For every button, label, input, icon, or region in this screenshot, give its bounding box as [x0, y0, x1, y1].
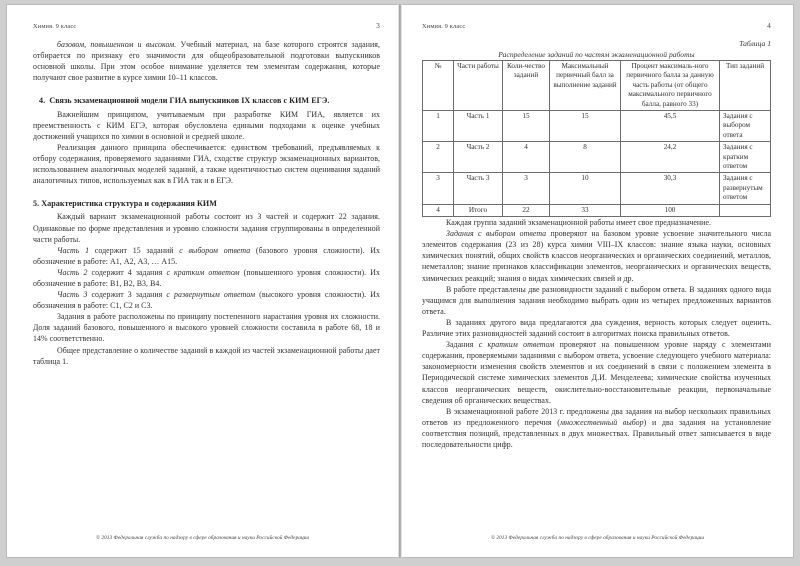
multiple-choice-term: множественный выбор [559, 417, 644, 427]
part-3-answer-type: с развернутым ответом [166, 290, 256, 300]
cell-max-score: 33 [550, 204, 621, 216]
column-header-part: Части работы [454, 61, 503, 111]
right-paragraph-4: В заданиях другого вида предлагаются два суждения, верность которых следует оценить. Различие этих разновидностей заданий состоит в алгоритмах поиска правильных ответов. [422, 317, 771, 339]
part-2-label: Часть 2 [57, 267, 88, 277]
cell-task-type: Задания с кратким ответом [720, 142, 771, 173]
part-3-label: Часть 3 [57, 290, 88, 300]
part-2-answer-type: с кратким ответом [166, 267, 240, 277]
table-row [423, 173, 771, 204]
footer-right [402, 535, 793, 541]
part-2-paragraph [33, 267, 380, 289]
cell-percent: 24,2 [621, 142, 720, 173]
section-heading-4 [39, 95, 380, 106]
cell-max-score: 10 [550, 173, 621, 204]
right-paragraph-2 [422, 228, 771, 283]
cell-number: 2 [423, 142, 454, 173]
paragraph-italic-lead: базовом, повышенном и высоком. [57, 40, 177, 49]
subject-header-right: Химия. 9 класс [422, 23, 466, 30]
short-answer-term: с кратким ответом [478, 340, 555, 350]
cell-count: 4 [503, 142, 550, 173]
right-paragraph-3: В работе представлены две разновидности заданий с выбором ответа. В заданиях одного вида учащимся для выполнения задания необходимо выбрать один из четырех предложенных вариантов ответа. [422, 284, 771, 316]
right-paragraph-6-tail: ) и два задания на установление соответствия позиций, представленных в двух множествах. Правильный ответ записывается в виде последовательности цифр. [422, 417, 771, 449]
part-3-mid: содержит 3 задания [87, 290, 167, 300]
part-3-paragraph [33, 289, 380, 311]
subject-header-left: Химия. 9 класс [33, 23, 77, 30]
section-4-paragraph-2: Реализация данного принципа обеспечивается: единством требований, предъявляемых к отбору содержания, проверяемого заданиями ГИА, сходстве структур экзаменационных вариантов, использованием аналогичных моделей заданий, а также идентичностью систем оценивания заданий аналогичных типов, используемых как в ГИА так и в ЕГЭ. [33, 142, 380, 186]
part-1-label: Часть 1 [57, 245, 90, 255]
page-right [402, 4, 794, 558]
footer-left [7, 535, 398, 541]
cell-part: Итого [454, 204, 503, 216]
right-paragraph-1: Каждая группа заданий экзаменационной работы имеет свое предназначение. [446, 218, 712, 228]
running-head-left [33, 21, 380, 30]
cell-count: 22 [503, 204, 550, 216]
section-heading-5: 5. Характеристика структура и содержания КИМ [33, 199, 217, 209]
part-1-paragraph [33, 245, 380, 267]
footer-text-left: © 2013 Федеральная служба по надзору в сфере образования и науки Российской Федерации [95, 535, 310, 541]
column-header-number: № [423, 61, 454, 111]
table-caption: Распределение заданий по частям экзаменационной работы [498, 50, 695, 59]
section-5-intro: Каждый вариант экзаменационной работы состоит из 3 частей и содержит 22 задания. Одинаковые по форме представления и уровню сложности задания сгруппированы в определенной части работы. [33, 212, 380, 244]
cell-task-type: Задания с развернутым ответом [720, 173, 771, 204]
right-paragraph-5-tail: проверяют на повышенном уровне наряду с элементами содержания, проверяемыми заданиями с выбором ответа, усвоение следующего учебного материала: закономерности изменения свойств элементов и их соединений в связи с положением элемента в Периодической системе химических элементов Д.И. Менделеева; химические свойства изученных классов неорганических веществ, окислительно-восстановительные реакции, первоначальные сведения об органических веществах. [422, 340, 771, 405]
distribution-table [422, 60, 771, 217]
part-2-tail: (повышенного уровня сложности). Их обозначение в работе: В1, В2, В3, В4. [33, 267, 380, 288]
cell-max-score: 8 [550, 142, 621, 173]
cell-number: 3 [423, 173, 454, 204]
paragraph-continuation-text: Учебный материал, на базе которого строятся задания, отбирается по признаку его значимости для общеобразовательной подготовки выпускников основной школы. При этом особое внимание уделяется тем элементам содержания, которые получают свое развитие в курсе химии 10–11 классов. [33, 40, 380, 83]
cell-max-score: 15 [550, 111, 621, 142]
table-row [423, 111, 771, 142]
column-header-count: Коли-чество заданий [503, 61, 550, 111]
paragraph-continuation [33, 39, 380, 83]
section-5-closing-1: Задания в работе расположены по принципу постепенного нарастания уровня их сложности. Доля заданий базового, повышенного и высокого уровней сложности составила в работе 68, 18 и 14% соответственно. [33, 312, 380, 344]
cell-number: 1 [423, 111, 454, 142]
running-head-right [422, 21, 771, 30]
right-paragraph-5-lead: Задания [446, 340, 479, 350]
column-header-max-score: Максимальный первичный балл за выполнение заданий [550, 61, 621, 111]
part-3-tail: (высокого уровня сложности). Их обозначения в работе: С1, С2 и С3. [33, 290, 380, 311]
table-row-total [423, 204, 771, 216]
page-number-left: 3 [376, 21, 380, 30]
column-header-percent: Процент максималь-ного первичного балла за данную часть работы (от общего максимального первичного балла, равного 33) [621, 61, 720, 111]
column-header-task-type: Тип заданий [720, 61, 771, 111]
part-1-answer-type: с выбором ответа [179, 245, 251, 255]
section-5-closing-2: Общее представление о количестве заданий в каждой из частей экзаменационной работы дает таблица 1. [33, 345, 380, 366]
cell-part: Часть 3 [454, 173, 503, 204]
cell-percent: 100 [621, 204, 720, 216]
cell-percent: 30,3 [621, 173, 720, 204]
cell-percent: 45,5 [621, 111, 720, 142]
section-4-title: Связь экзаменационной модели ГИА выпускников IX классов с КИМ ЕГЭ. [49, 96, 330, 106]
part-2-mid: содержит 4 задания [87, 267, 167, 277]
right-paragraph-2-tail: проверяют на базовом уровне усвоение значительного числа элементов содержания (23 из 28) курса химии VIII–IX классов: знание языка науки, основных химических понятий, общих свойств классов неорганических и органических соединений, металлов, неметаллов; знание признаков классификации элементов, неорганических и органических веществ, химических реакций; знания о видах химических связей и др. [422, 229, 771, 283]
cell-number: 4 [423, 204, 454, 216]
table-header-row [423, 61, 771, 111]
section-4-number: 4. [39, 96, 46, 106]
page-left [6, 4, 398, 558]
footer-text-right: © 2013 Федеральная служба по надзору в сфере образования и науки Российской Федерации [490, 535, 705, 541]
section-4-paragraph-1: Важнейшим принципом, учитываемым при разработке КИМ ГИА, является их преемственность с КИМ ЕГЭ, которая обусловлена едиными подходами к оценке учебных достижений учащихся по химии в основной и средней школе. [33, 109, 380, 141]
right-paragraph-6 [422, 406, 771, 450]
part-1-tail: (базового уровня сложности). Их обозначение в работе: А1, А2, А3, … А15. [33, 245, 380, 266]
cell-part: Часть 2 [454, 142, 503, 173]
cell-part: Часть 1 [454, 111, 503, 142]
table-label: Таблица 1 [739, 39, 771, 48]
page-number-right: 4 [767, 21, 771, 30]
cell-task-type [720, 204, 771, 216]
part-1-mid: содержит 15 заданий [89, 245, 180, 255]
right-paragraph-6-lead: В экзаменационной работе 2013 г. предложены два задания на выбор нескольких правильных ответов из предложенного перечня ( [422, 406, 771, 427]
right-paragraph-5 [422, 339, 771, 406]
answer-choice-term: Задания с выбором ответа [446, 229, 547, 239]
cell-task-type: Задания с выбором ответа [720, 111, 771, 142]
table-row [423, 142, 771, 173]
cell-count: 3 [503, 173, 550, 204]
cell-count: 15 [503, 111, 550, 142]
